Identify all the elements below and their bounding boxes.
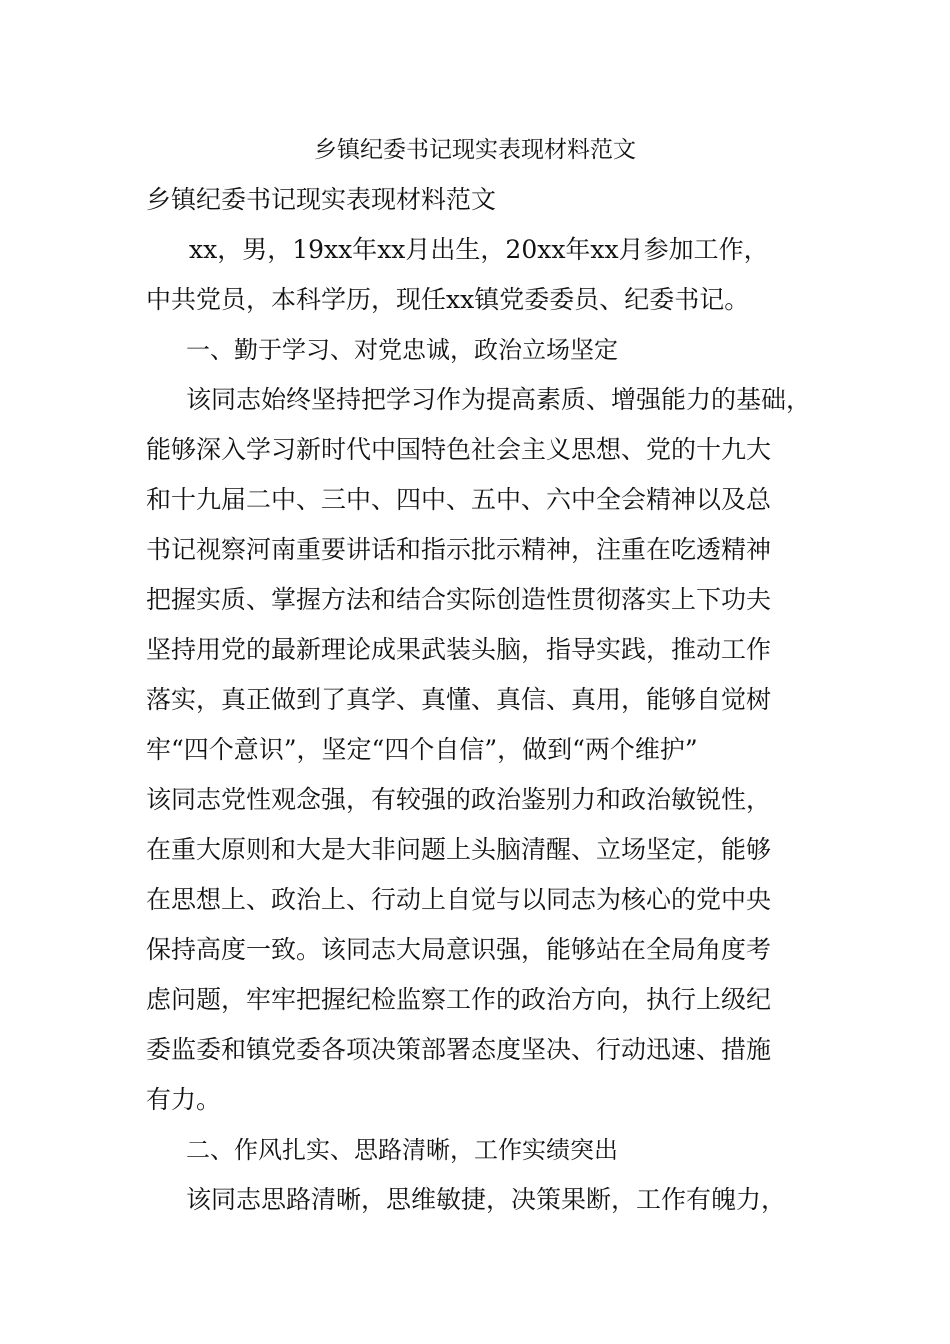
text-line: 牢“四个意识”，坚定“四个自信”，做到“两个维护” bbox=[146, 735, 698, 764]
text-line: 坚持用党的最新理论成果武装头脑，指导实践，推动工作 bbox=[146, 635, 772, 664]
text-line: 虑问题，牢牢把握纪检监察工作的政治方向，执行上级纪 bbox=[146, 985, 772, 1014]
text-line: 保持高度一致。该同志大局意识强，能够站在全局角度考 bbox=[146, 935, 772, 964]
text-line: 有力。 bbox=[146, 1085, 222, 1114]
text-line: 该同志始终坚持把学习作为提高素质、增强能力的基础， bbox=[186, 385, 812, 414]
text-line: 该同志思路清晰，思维敏捷，决策果断，工作有魄力， bbox=[186, 1185, 787, 1214]
text-line: 在重大原则和大是大非问题上头脑清醒、立场坚定，能够 bbox=[146, 835, 772, 864]
text-line: 能够深入学习新时代中国特色社会主义思想、党的十九大 bbox=[146, 435, 772, 464]
text-line: 在思想上、政治上、行动上自觉与以同志为核心的党中央 bbox=[146, 885, 772, 914]
text-line: 书记视察河南重要讲话和指示批示精神，注重在吃透精神 bbox=[146, 535, 772, 564]
section-heading: 一、勤于学习、对党忠诚，政治立场坚定 bbox=[186, 336, 618, 364]
text-line: 该同志党性观念强，有较强的政治鉴别力和政治敏锐性， bbox=[146, 785, 772, 814]
page-title: 乡镇纪委书记现实表现材料范文 bbox=[314, 137, 636, 163]
text-line: 和十九届二中、三中、四中、五中、六中全会精神以及总 bbox=[146, 485, 772, 514]
text-line: 中共党员，本科学历，现任xx镇党委委员、纪委书记。 bbox=[146, 285, 750, 314]
text-line: 落实，真正做到了真学、真懂、真信、真用，能够自觉树 bbox=[146, 685, 772, 714]
text-line: 委监委和镇党委各项决策部署态度坚决、行动迅速、措施 bbox=[146, 1035, 772, 1064]
text-line: xx，男，19xx年xx月出生，20xx年xx月参加工作， bbox=[189, 235, 769, 264]
text-line: 把握实质、掌握方法和结合实际创造性贯彻落实上下功夫 bbox=[146, 585, 772, 614]
section-heading: 二、作风扎实、思路清晰，工作实绩突出 bbox=[186, 1136, 618, 1164]
document-subtitle: 乡镇纪委书记现实表现材料范文 bbox=[146, 185, 497, 214]
